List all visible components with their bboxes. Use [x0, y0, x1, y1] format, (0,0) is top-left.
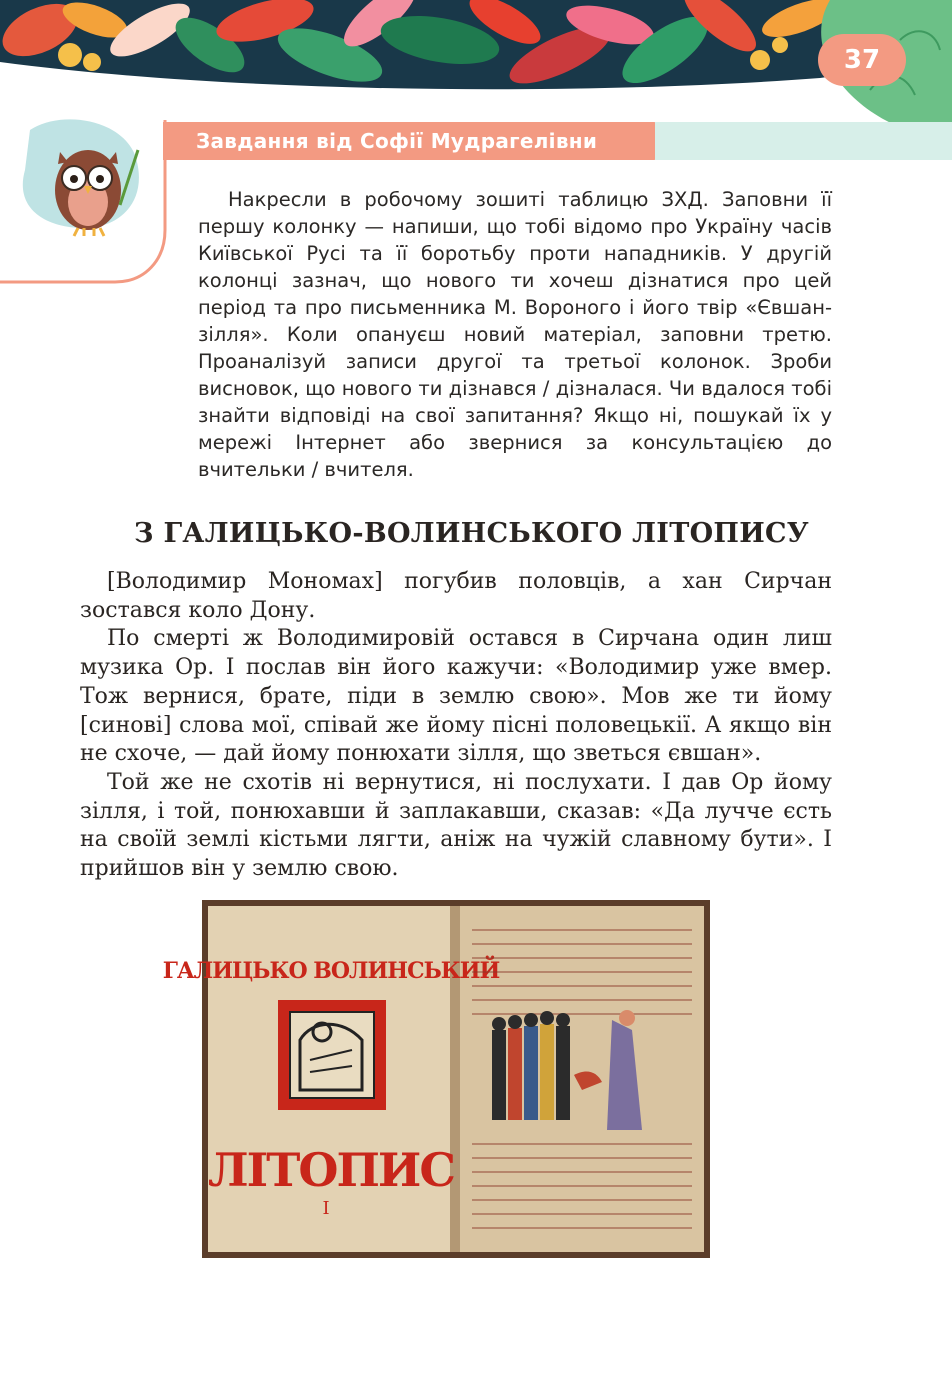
task-paragraph: Накресли в робочому зошиті таблицю ЗХД. Заповни її першу колонку — напиши, що тобі відомо про Україну часів Київської Русі та її боротьбу проти нападників. У другій колонці зазнач, що нового ти хочеш дізнатися про цей період та про письменника М. Вороного і його твір «Євшан-зілля». Коли опануєш новий матеріал, заповни третю. Проаналізуй записи другої та третьої колонок. Зроби висновок, що нового ти дізнався / дізналася. Чи вдалося тобі знайти відповіді на свої запитання? Якщо ні, пошукай їх у мережі Інтернет або звернися за консультацією до вчительки / вчителя. — [198, 188, 832, 481]
book-title-text: ГАЛИЦЬКО ВОЛИНСЬКИЙ — [162, 958, 500, 984]
miniature-figures — [492, 1010, 642, 1130]
section-title: З ГАЛИЦЬКО-ВОЛИНСЬКОГО ЛІТОПИСУ — [134, 518, 810, 549]
owl-illustration — [0, 110, 170, 285]
page-number: 37 — [818, 34, 906, 86]
chronicle-paragraph-1: [Володимир Мономах] погубив половців, а хан Сирчан зостався коло Дону. — [80, 569, 832, 623]
chronicle-paragraph-3: Той же не схотів ні вернутися, ні послухати. І дав Ор йому зілля, і той, понюхавши й заплакавши, сказав: «Да лучче єсть на своїй землі кістьми лягти, аніж на чужій славному бути». І прийшов він у землю свою. — [80, 769, 832, 882]
chronicle-excerpt — [80, 568, 832, 884]
task-title: Завдання від Софії Мудрагелівни — [196, 129, 598, 153]
task-header-band — [655, 122, 952, 160]
book-word-text: ЛІТОПИС — [207, 1143, 455, 1197]
book-numeral-text: I — [322, 1198, 330, 1219]
task-text — [198, 186, 832, 483]
chronicle-paragraph-2: По смерті ж Володимировій остався в Сирчана один лиш музика Ор. І послав він його кажучи: «Володимир уже вмер. Тож вернися, брате, піди в землю свою». Мов же ти йому [синові] слова мої, співай же йому пісні половецькії. А якщо він не схоче, — дай йому понюхати зілля, що зветься євшан». — [80, 626, 832, 767]
chronicle-book-image — [162, 900, 710, 1258]
